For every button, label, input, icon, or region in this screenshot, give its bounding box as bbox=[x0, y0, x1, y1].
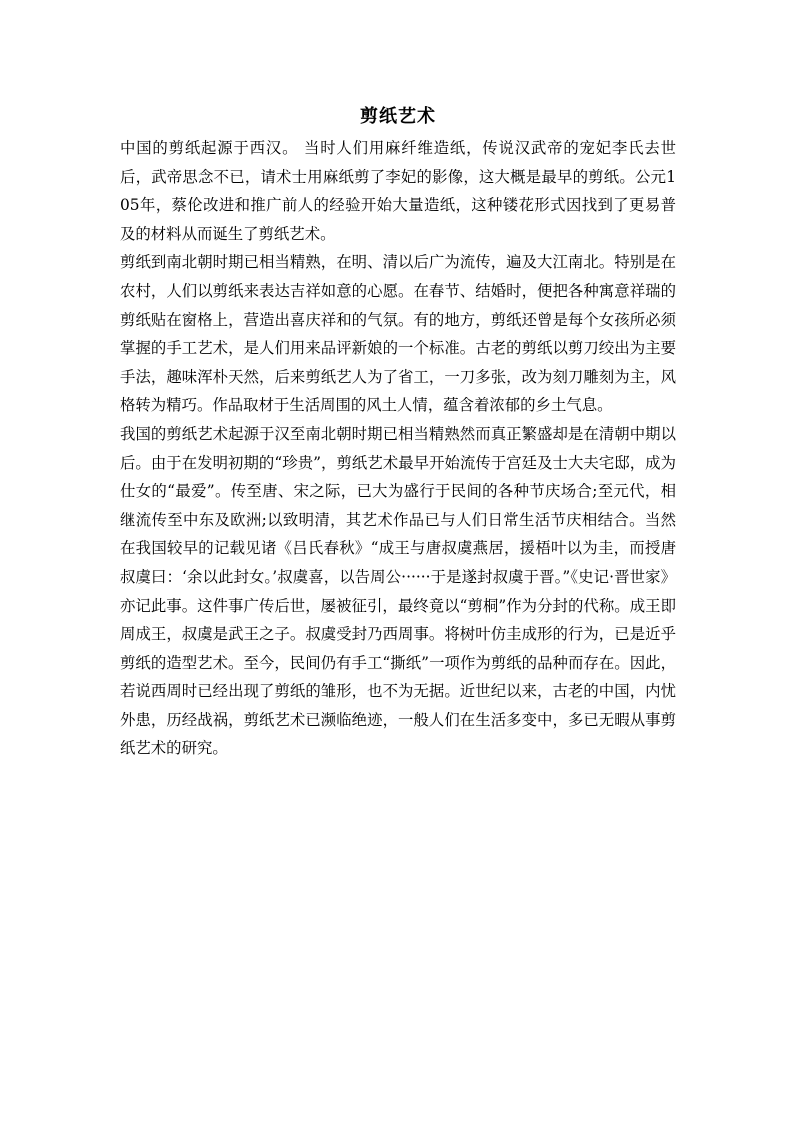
document-page bbox=[120, 104, 676, 763]
paragraph-development: 剪纸到南北朝时期已相当精熟，在明、清以后广为流传，遍及大江南北。特别是在农村，人们以剪纸来表达吉祥如意的心愿。在春节、结婚时，便把各种寓意祥瑞的剪纸贴在窗格上，营造出喜庆祥和的气氛。有的地方，剪纸还曾是每个女孩所必须掌握的手工艺术，是人们用来品评新娘的一个标准。古老的剪纸以剪刀绞出为主要手法，趣味浑朴天然，后来剪纸艺人为了省工，一刀多张，改为刻刀雕刻为主，风格转为精巧。作品取材于生活周围的风土人情，蕴含着浓郁的乡土气息。 bbox=[120, 253, 676, 415]
paragraph-origin: 中国的剪纸起源于西汉。 当时人们用麻纤维造纸，传说汉武帝的宠妃李氏去世后，武帝思念不已，请术士用麻纸剪了李妃的影像，这大概是最早的剪纸。公元105年，蔡伦改进和推广前人的经验开始大量造纸，这种镂花形式因找到了更易普及的材料从而诞生了剪纸艺术。 bbox=[120, 139, 676, 243]
paragraph-history: 我国的剪纸艺术起源于汉至南北朝时期已相当精熟然而真正繁盛却是在清朝中期以后。由于在发明初期的“珍贵”，剪纸艺术最早开始流传于宫廷及士大夫宅邸，成为仕女的“最爱”。传至唐、宋之际，已大为盛行于民间的各种节庆场合;至元代，相继流传至中东及欧洲;以致明清，其艺术作品已与人们日常生活节庆相结合。当然在我国较早的记载见诸《吕氏春秋》“成王与唐叔虞燕居，援梧叶以为圭，而授唐叔虞曰：‘余以此封女。’叔虞喜，以告周公······于是遂封叔虞于晋。”《史记·晋世家》亦记此事。这件事广传后世，屡被征引，最终竟以“剪桐”作为分封的代称。成王即周成王，叔虞是武王之子。叔虞受封乃西周事。将树叶仿圭成形的行为，已是近乎剪纸的造型艺术。至今，民间仍有手工“撕纸”一项作为剪纸的品种而存在。因此，若说西周时已经出现了剪纸的雏形，也不为无据。近世纪以来，古老的中国，内忧外患，历经战祸，剪纸艺术已濒临绝迹，一般人们在生活多变中，多已无暇从事剪纸艺术的研究。 bbox=[120, 424, 676, 758]
document-title: 剪纸艺术 bbox=[360, 106, 436, 127]
